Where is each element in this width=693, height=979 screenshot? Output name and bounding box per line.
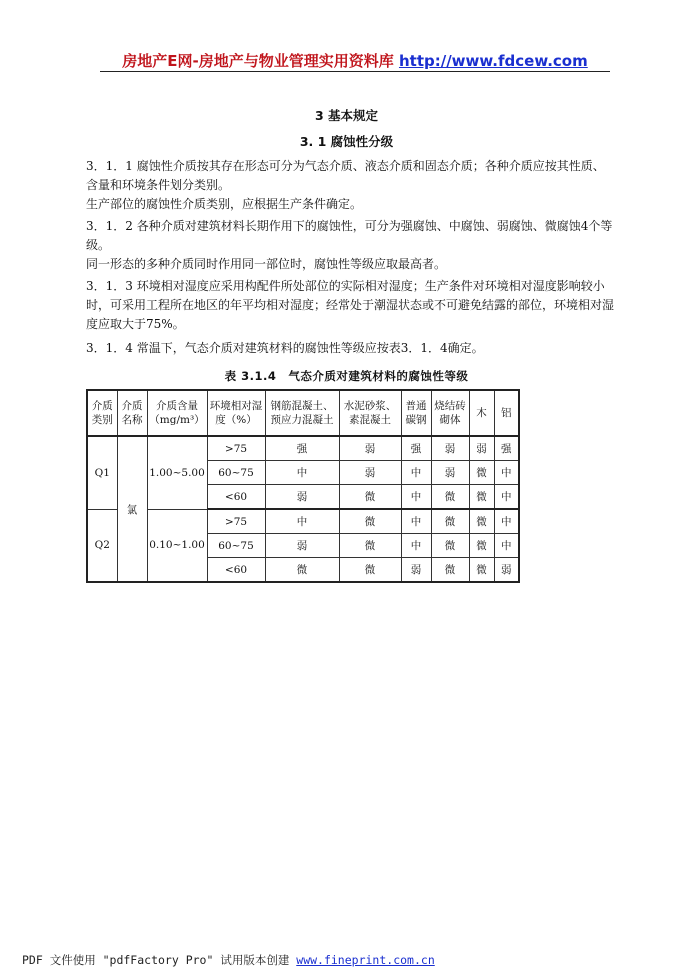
table-header-row <box>87 390 519 436</box>
grade-cell: 微 <box>265 558 339 583</box>
table-row <box>87 436 519 461</box>
paragraph-3-1-3: 3．1．3 环境相对湿度应采用构配件所处部位的实际相对湿度；生产条件对环境相对湿度影响较小时，可采用工程所在地区的年平均相对湿度；经常处于潮湿状态或不可避免结露的部位，环境相对湿度应取大于75%。 <box>86 279 615 331</box>
humidity-cell: >75 <box>207 509 265 534</box>
header-carbon-steel: 普通碳钢 <box>401 390 431 436</box>
header-wood: 木 <box>469 390 494 436</box>
grade-cell: 弱 <box>431 436 469 461</box>
header-medium-content: 介质含量（mg/m³） <box>147 390 207 436</box>
paragraph-3-1-1: 3．1．1 腐蚀性介质按其存在形态可分为气态介质、液态介质和固态介质；各种介质应按其性质、含量和环境条件划分类别。 <box>86 159 605 192</box>
grade-cell: 中 <box>494 485 519 510</box>
humidity-cell: 60~75 <box>207 534 265 558</box>
medium-name-cell: 氯 <box>117 436 147 582</box>
grade-cell: 微 <box>469 509 494 534</box>
footer-text: PDF 文件使用 "pdfFactory Pro" 试用版本创建 <box>22 953 290 967</box>
grade-cell: 弱 <box>339 436 401 461</box>
paragraph-3-1-2: 3．1．2 各种介质对建筑材料长期作用下的腐蚀性，可分为强腐蚀、中腐蚀、弱腐蚀、微腐蚀4个等级。 <box>86 219 613 252</box>
header-humidity: 环境相对湿度（%） <box>207 390 265 436</box>
grade-cell: 微 <box>469 485 494 510</box>
humidity-cell: <60 <box>207 558 265 583</box>
grade-cell: 弱 <box>265 534 339 558</box>
grade-cell: 微 <box>431 534 469 558</box>
section-title: 3 基本规定 <box>314 108 379 123</box>
grade-cell: 强 <box>494 436 519 461</box>
header-medium-name: 介质名称 <box>117 390 147 436</box>
humidity-cell: <60 <box>207 485 265 510</box>
grade-cell: 弱 <box>494 558 519 583</box>
class-cell: Q1 <box>87 436 117 509</box>
table-row <box>87 509 519 534</box>
grade-cell: 微 <box>431 558 469 583</box>
grade-cell: 微 <box>339 485 401 510</box>
grade-cell: 中 <box>494 461 519 485</box>
humidity-cell: >75 <box>207 436 265 461</box>
header-aluminum: 铝 <box>494 390 519 436</box>
grade-cell: 微 <box>469 558 494 583</box>
site-name: 房地产E网-房地产与物业管理实用资料库 <box>122 52 394 70</box>
grade-cell: 微 <box>431 509 469 534</box>
header-medium-class: 介质类别 <box>87 390 117 436</box>
grade-cell: 中 <box>494 509 519 534</box>
humidity-cell: 60~75 <box>207 461 265 485</box>
grade-cell: 微 <box>339 558 401 583</box>
grade-cell: 弱 <box>339 461 401 485</box>
grade-cell: 中 <box>401 485 431 510</box>
content-cell: 0.10~1.00 <box>147 509 207 582</box>
content-cell: 1.00~5.00 <box>147 436 207 509</box>
header-divider <box>100 71 610 72</box>
paragraph-3-1-4: 3．1．4 常温下，气态介质对建筑材料的腐蚀性等级应按表3．1．4确定。 <box>86 341 484 355</box>
grade-cell: 中 <box>265 509 339 534</box>
footer-link[interactable]: www.fineprint.com.cn <box>296 953 435 967</box>
paragraph-medium-class: 生产部位的腐蚀性介质类别，应根据生产条件确定。 <box>86 197 363 211</box>
grade-cell: 弱 <box>401 558 431 583</box>
class-cell: Q2 <box>87 509 117 582</box>
grade-cell: 中 <box>265 461 339 485</box>
site-url-link[interactable]: http://www.fdcew.com <box>398 52 588 70</box>
grade-cell: 中 <box>401 534 431 558</box>
grade-cell: 弱 <box>265 485 339 510</box>
grade-cell: 强 <box>265 436 339 461</box>
grade-cell: 微 <box>339 534 401 558</box>
grade-cell: 中 <box>401 509 431 534</box>
header-cement-mortar: 水泥砂浆、素混凝土 <box>339 390 401 436</box>
corrosion-grade-table <box>86 389 520 583</box>
grade-cell: 强 <box>401 436 431 461</box>
table-title: 表 3.1.4 气态介质对建筑材料的腐蚀性等级 <box>224 369 469 383</box>
grade-cell: 弱 <box>431 461 469 485</box>
grade-cell: 微 <box>469 461 494 485</box>
grade-cell: 微 <box>431 485 469 510</box>
page-footer <box>22 952 682 968</box>
subsection-title: 3. 1 腐蚀性分级 <box>299 134 394 149</box>
grade-cell: 弱 <box>469 436 494 461</box>
header-brick-masonry: 烧结砖砌体 <box>431 390 469 436</box>
grade-cell: 微 <box>469 534 494 558</box>
paragraph-highest-grade: 同一形态的多种介质同时作用同一部位时，腐蚀性等级应取最高者。 <box>86 257 447 271</box>
grade-cell: 中 <box>494 534 519 558</box>
header-reinforced-concrete: 钢筋混凝土、预应力混凝土 <box>265 390 339 436</box>
grade-cell: 微 <box>339 509 401 534</box>
grade-cell: 中 <box>401 461 431 485</box>
